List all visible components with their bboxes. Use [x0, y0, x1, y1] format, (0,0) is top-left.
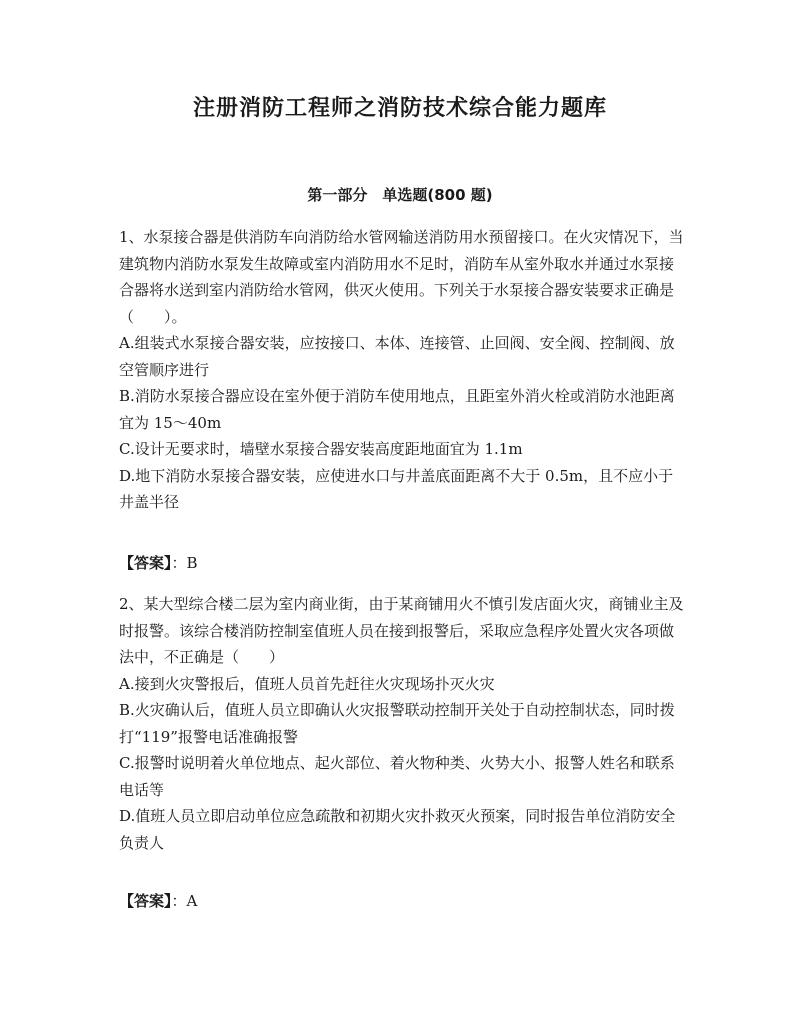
question-2-option-b: B.火灾确认后，值班人员立即确认火灾报警联动控制开关处于自动控制状态，同时拨打“119”报警电话准确报警	[119, 701, 675, 746]
question-1-option-d: D.地下消防水泵接合器安装，应使进水口与井盖底面距离不大于 0.5m，且不应小于井盖半径	[119, 466, 674, 511]
answer-value: ：B	[171, 554, 198, 572]
answer-label: 【答案】	[119, 892, 172, 910]
question-2-option-d: D.值班人员立即启动单位应急疏散和初期火灾扑救灭火预案，同时报告单位消防安全负责人	[119, 807, 676, 852]
question-2-option-a: A.接到火灾警报后，值班人员首先赶往火灾现场扑灭火灾	[119, 674, 495, 693]
question-1	[119, 224, 685, 516]
section-heading: 第一部分 单选题(800 题)	[307, 186, 493, 204]
question-1-answer	[119, 551, 198, 575]
answer-label: 【答案】	[119, 554, 172, 572]
question-1-option-c: C.设计无要求时，墙壁水泵接合器安装高度距地面宜为 1.1m	[119, 440, 523, 458]
page-title: 注册消防工程师之消防技术综合能力题库	[192, 96, 607, 121]
question-1-option-a: A.组装式水泵接合器安装，应按接口、本体、连接管、止回阀、安全阀、控制阀、放空管顺序进行	[119, 334, 675, 379]
question-2	[119, 591, 685, 856]
question-1-option-b: B.消防水泵接合器应设在室外便于消防车使用地点，且距室外消火栓或消防水池距离宜为 15～40m	[119, 387, 675, 432]
question-2-option-c: C.报警时说明着火单位地点、起火部位、着火物种类、火势大小、报警人姓名和联系电话等	[119, 754, 675, 799]
question-2-answer	[119, 889, 197, 913]
question-1-stem: 1、水泵接合器是供消防车向消防给水管网输送消防用水预留接口。在火灾情况下，当建筑物内消防水泵发生故障或室内消防用水不足时，消防车从室外取水并通过水泵接合器将水送到室内消防给水管网，供灭火使用。下列关于水泵接合器安装要求正确是（ ）。	[119, 228, 684, 326]
question-2-stem: 2、某大型综合楼二层为室内商业街，由于某商铺用火不慎引发店面火灾，商铺业主及时报警。该综合楼消防控制室值班人员在接到报警后，采取应急程序处置火灾各项做法中，不正确是（ ）	[119, 595, 684, 666]
answer-value: ：A	[171, 892, 198, 910]
